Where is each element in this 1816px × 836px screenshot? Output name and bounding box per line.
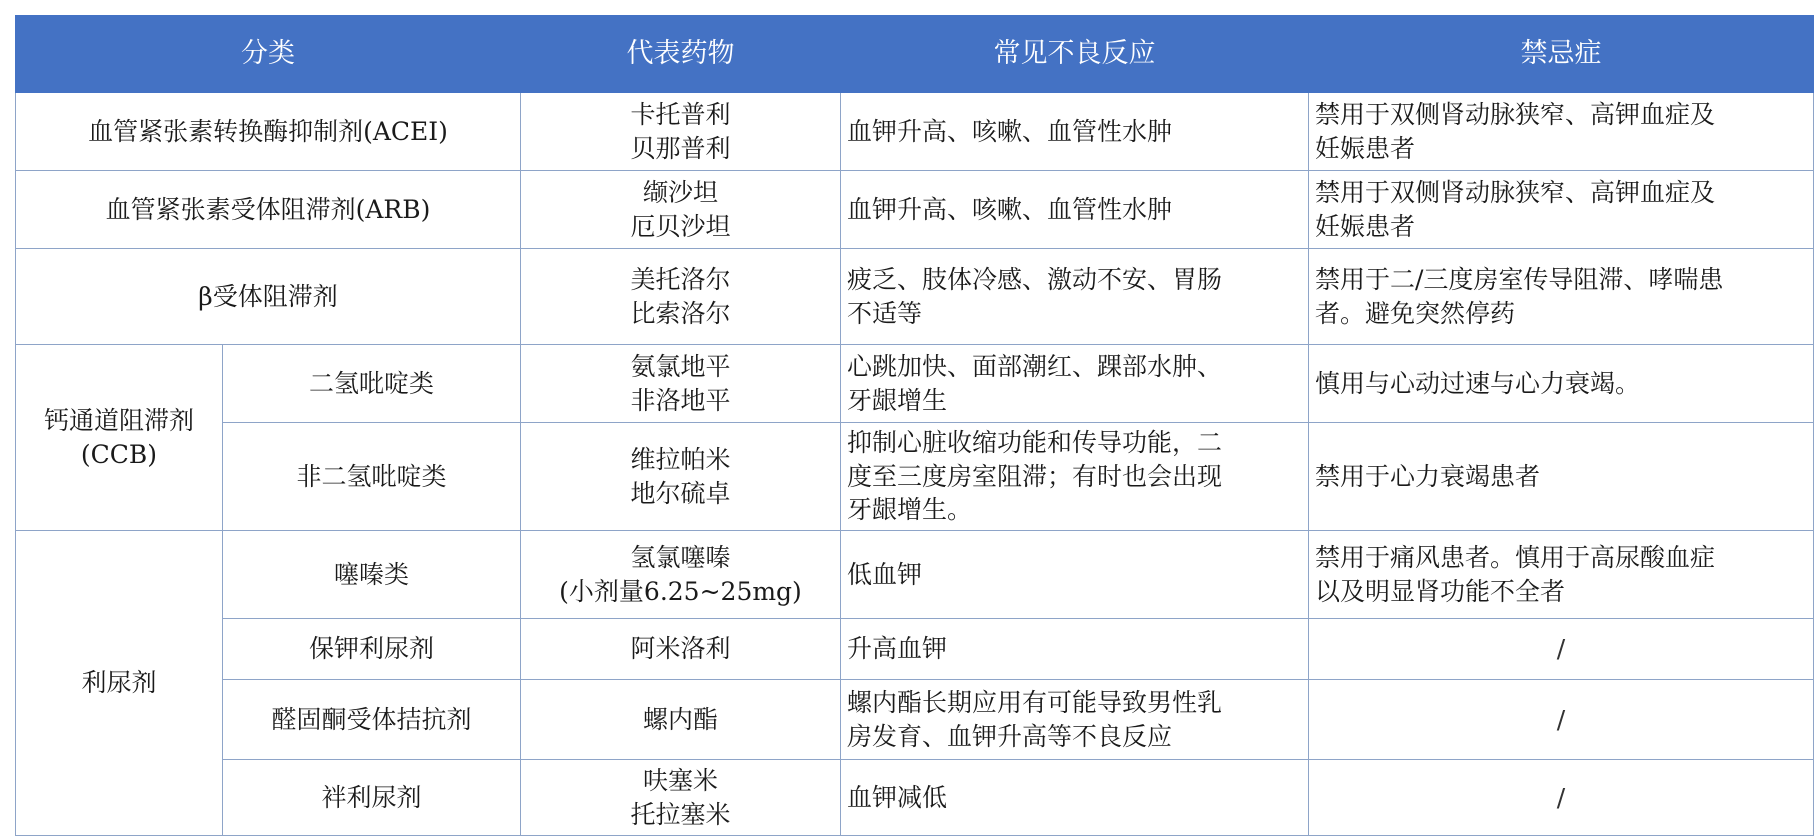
drugs-cell — [521, 760, 841, 836]
drug-name: 缬沙坦 — [642, 177, 718, 207]
effects-cell: 升高血钾 — [841, 619, 1309, 680]
effects-line: 房发育、血钾升高等不良反应 — [847, 721, 1173, 751]
category-line: (CCB) — [80, 439, 158, 469]
table-row — [16, 619, 1814, 680]
effects-cell — [841, 345, 1309, 423]
drug-name: 维拉帕米 — [630, 444, 731, 474]
drug-name: 厄贝沙坦 — [630, 211, 731, 241]
contra-cell: / — [1309, 760, 1814, 836]
contra-line: 禁用于双侧肾动脉狭窄、高钾血症及 — [1315, 99, 1716, 129]
effects-line: 心跳加快、面部潮红、踝部水肿、 — [847, 351, 1223, 381]
drugs-cell — [521, 93, 841, 171]
table-row — [16, 680, 1814, 760]
category-cell: 利尿剂 — [16, 531, 223, 836]
category-cell — [16, 345, 223, 531]
effects-line: 螺内酯长期应用有可能导致男性乳 — [847, 687, 1223, 717]
drugs-cell — [521, 345, 841, 423]
effects-cell: 低血钾 — [841, 531, 1309, 619]
drug-name: 氨氯地平 — [630, 351, 731, 381]
drug-table-container — [15, 15, 1814, 836]
drugs-cell — [521, 171, 841, 249]
contra-line: 禁用于痛风患者。慎用于高尿酸血症 — [1315, 542, 1716, 572]
drug-name: 卡托普利 — [630, 99, 731, 129]
contra-cell: 禁用于心力衰竭患者 — [1309, 423, 1814, 531]
contra-line: 禁用于二/三度房室传导阻滞、哮喘患 — [1315, 264, 1724, 294]
category-line: 钙通道阻滞剂 — [43, 405, 194, 435]
category-cell: 血管紧张素转换酶抑制剂(ACEI) — [16, 93, 521, 171]
effects-line: 疲乏、肢体冷感、激动不安、胃肠 — [847, 264, 1223, 294]
contra-cell — [1309, 531, 1814, 619]
effects-line: 不适等 — [847, 298, 923, 328]
drug-name: 贝那普利 — [630, 133, 731, 163]
header-category: 分类 — [16, 16, 521, 93]
header-contraindications: 禁忌症 — [1309, 16, 1814, 93]
table-row — [16, 423, 1814, 531]
drugs-cell: 阿米洛利 — [521, 619, 841, 680]
category-cell: 血管紧张素受体阻滞剂(ARB) — [16, 171, 521, 249]
header-row — [16, 16, 1814, 93]
table-row — [16, 345, 1814, 423]
drug-name: 地尔硫卓 — [630, 478, 731, 508]
effects-line: 抑制心脏收缩功能和传导功能，二 — [847, 427, 1223, 457]
drug-name: 呋塞米 — [642, 765, 718, 795]
contra-cell — [1309, 93, 1814, 171]
table-row — [16, 531, 1814, 619]
drugs-cell — [521, 531, 841, 619]
subcategory-cell: 保钾利尿剂 — [223, 619, 521, 680]
subcategory-cell: 醛固酮受体拮抗剂 — [223, 680, 521, 760]
drug-name: 非洛地平 — [630, 385, 731, 415]
category-cell: β受体阻滞剂 — [16, 249, 521, 345]
drug-name: 氢氯噻嗪 — [630, 542, 731, 572]
contra-cell: / — [1309, 619, 1814, 680]
contra-cell — [1309, 171, 1814, 249]
subcategory-cell: 二氢吡啶类 — [223, 345, 521, 423]
contra-line: 者。避免突然停药 — [1315, 298, 1516, 328]
antihypertensive-drug-table — [15, 15, 1814, 836]
subcategory-cell: 袢利尿剂 — [223, 760, 521, 836]
contra-cell: 慎用与心动过速与心力衰竭。 — [1309, 345, 1814, 423]
effects-line: 度至三度房室阻滞；有时也会出现 — [847, 461, 1223, 491]
contra-line: 禁用于双侧肾动脉狭窄、高钾血症及 — [1315, 177, 1716, 207]
drug-name: 托拉塞米 — [630, 799, 731, 829]
subcategory-cell: 非二氢吡啶类 — [223, 423, 521, 531]
effects-cell: 血钾减低 — [841, 760, 1309, 836]
drug-name: 美托洛尔 — [630, 264, 731, 294]
header-effects: 常见不良反应 — [841, 16, 1309, 93]
table-row — [16, 760, 1814, 836]
drug-name: (小剂量6.25~25mg) — [559, 576, 802, 606]
contra-line: 以及明显肾功能不全者 — [1315, 576, 1566, 606]
effects-cell: 血钾升高、咳嗽、血管性水肿 — [841, 93, 1309, 171]
effects-cell: 血钾升高、咳嗽、血管性水肿 — [841, 171, 1309, 249]
effects-line: 牙龈增生。 — [847, 495, 973, 525]
contra-line: 妊娠患者 — [1315, 211, 1416, 241]
drug-name: 比索洛尔 — [630, 298, 731, 328]
drugs-cell — [521, 423, 841, 531]
effects-cell — [841, 680, 1309, 760]
drugs-cell: 螺内酯 — [521, 680, 841, 760]
table-row — [16, 171, 1814, 249]
effects-cell — [841, 423, 1309, 531]
table-row — [16, 249, 1814, 345]
effects-cell — [841, 249, 1309, 345]
header-drugs: 代表药物 — [521, 16, 841, 93]
contra-line: 妊娠患者 — [1315, 133, 1416, 163]
contra-cell: / — [1309, 680, 1814, 760]
contra-cell — [1309, 249, 1814, 345]
drugs-cell — [521, 249, 841, 345]
table-row — [16, 93, 1814, 171]
effects-line: 牙龈增生 — [847, 385, 948, 415]
subcategory-cell: 噻嗪类 — [223, 531, 521, 619]
